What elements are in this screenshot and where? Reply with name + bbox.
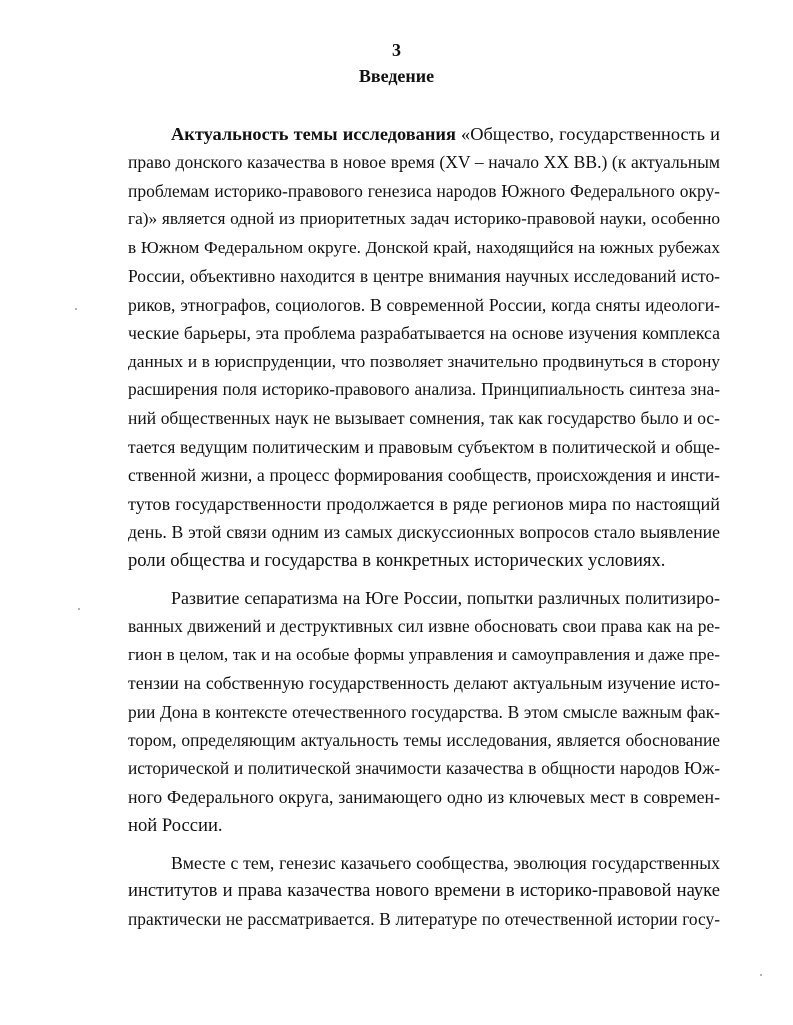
text-line: ной России. xyxy=(128,814,223,836)
text-line: институтов и права казачества нового времени в историко-правовой науке xyxy=(128,880,720,902)
text-line: право донского казачества в новое время (XV – начало XX ВВ.) (к актуальным xyxy=(128,152,720,173)
text-line: данных и в юриспруденции, что позволяет значительно продвинуться в сторону xyxy=(128,351,720,371)
text-line: в Южном Федеральном округе. Донской край, находящийся на южных рубежах xyxy=(128,237,720,257)
text-line: день. В этой связи одним из самых дискуссионных вопросов стало выявление xyxy=(128,522,720,543)
text-line xyxy=(128,120,720,148)
text-line: риков, этнографов, социологов. В современной России, когда сняты идеологи- xyxy=(128,294,720,315)
text-line: гион в целом, так и на особые формы управления и самоуправления и даже пре- xyxy=(128,644,720,664)
scan-artifact xyxy=(75,308,77,310)
text-line: тутов государственности продолжается в ряде регионов мира по настоящий xyxy=(128,493,720,514)
text-line: ний общественных наук не вызывает сомнения, так как государство было и ос- xyxy=(128,408,720,429)
text-line: ственной жизни, а процесс формирования сообществ, происхождения и инсти- xyxy=(128,465,720,486)
text-line: расширения поля историко-правового анализа. Принципиальность синтеза зна- xyxy=(128,379,720,399)
text-line: Вместе с тем, генезис казачьего сообщества, эволюция государственных xyxy=(171,852,720,873)
scan-artifact xyxy=(78,608,80,610)
text-line-rest: «Общество, государственность и xyxy=(455,124,720,144)
text-line: роли общества и государства в конкретных исторических условиях. xyxy=(128,549,666,571)
lead-phrase: Актуальность темы исследования xyxy=(171,124,456,144)
scan-artifact xyxy=(760,974,762,976)
body-text xyxy=(128,120,720,934)
text-line: ного Федерального округа, занимающего одно из ключевых мест в современ- xyxy=(128,787,720,808)
paragraph-relevance xyxy=(128,120,720,575)
text-line: Развитие сепаратизма на Юге России, попытки различных политизиро- xyxy=(171,588,720,608)
text-line: ванных движений и деструктивных сил извне обосновать свои права как на ре- xyxy=(128,616,720,637)
text-line: рии Дона в контексте отечественного государства. В этом смысле важным фак- xyxy=(128,701,720,722)
text-line: России, объективно находится в центре внимания научных исследований исто- xyxy=(128,266,720,287)
text-line: тается ведущим политическим и правовым субъектом в политической и обще- xyxy=(128,436,720,457)
page-number: 3 xyxy=(392,40,401,60)
text-line: тензии на собственную государственность делают актуальным изучение исто- xyxy=(128,673,720,694)
paragraph-separatism xyxy=(128,584,720,840)
paragraph-genesis xyxy=(128,849,720,934)
text-line: практически не рассматривается. В литературе по отечественной истории госу- xyxy=(128,909,720,929)
text-line: га)» является одной из приоритетных задач историко-правовой науки, особенно xyxy=(128,209,720,229)
section-title: Введение xyxy=(358,66,435,86)
text-line: проблемам историко-правового генезиса народов Южного Федерального окру- xyxy=(128,180,720,201)
text-line: исторической и политической значимости казачества в общности народов Юж- xyxy=(128,758,720,778)
text-line: ческие барьеры, эта проблема разрабатывается на основе изучения комплекса xyxy=(128,323,720,344)
text-line: тором, определяющим актуальность темы исследования, является обоснование xyxy=(128,730,720,751)
